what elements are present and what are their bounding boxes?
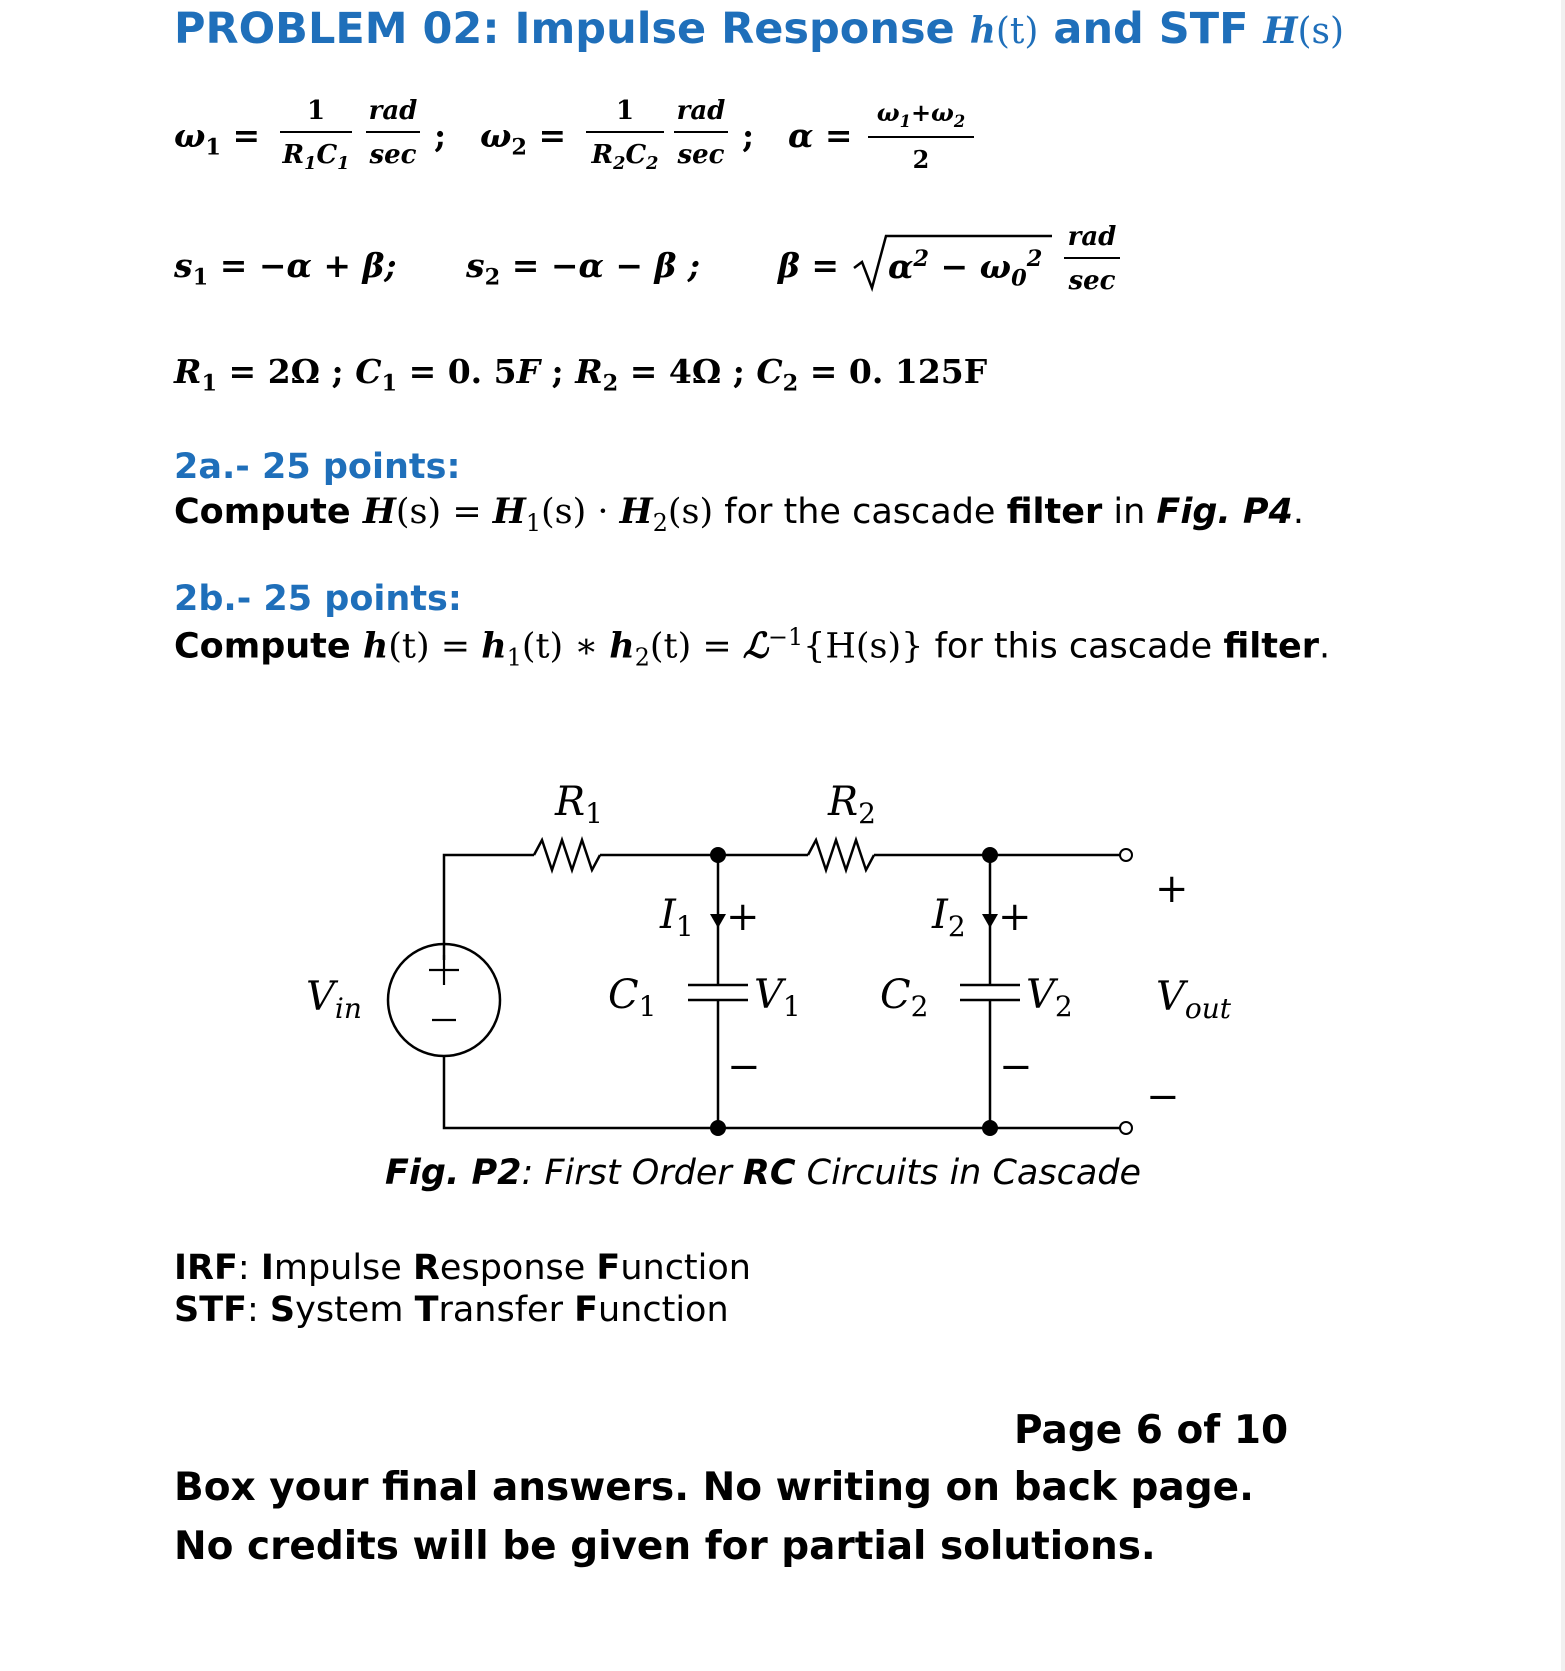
H1-symbol: H [492, 491, 526, 532]
title-prefix: PROBLEM 02: Impulse Response [174, 4, 970, 54]
definition-irf [174, 1248, 751, 1288]
separator: ; [742, 116, 755, 155]
h1-sub: 1 [506, 643, 522, 672]
label-vin: $V_{in}$ [306, 974, 362, 1025]
label-v1: $V_1$ [754, 972, 801, 1023]
label-r1: $R_1$ [555, 779, 603, 830]
title-Hs-arg: (s) [1297, 11, 1345, 52]
beta-lhs: β = [778, 246, 840, 285]
top-wire-left [444, 855, 534, 960]
word-rest: ransfer [438, 1290, 575, 1330]
caption-text-a: : First Order [521, 1153, 743, 1193]
unit-sec: sec [369, 140, 417, 170]
colon: : [247, 1290, 270, 1330]
num-omega2: ω [931, 98, 954, 127]
s2-symbol: s [466, 246, 485, 285]
node-dot [982, 1120, 998, 1136]
letter: S [269, 1290, 296, 1330]
r2-sub: 2 [602, 370, 619, 397]
H2-symbol: H [619, 491, 653, 532]
letter: F [596, 1248, 621, 1288]
num-plus: + [910, 98, 932, 127]
separator: ; [540, 352, 576, 391]
unit-sec: sec [1068, 266, 1116, 296]
part-b-task [174, 623, 1330, 672]
fraction-bar [868, 136, 974, 138]
rc-cascade-circuit [0, 760, 1565, 1150]
label-vout-minus: − [1146, 1074, 1180, 1120]
omega1-numerator: 1 [306, 96, 326, 126]
label-vout-plus: + [1155, 866, 1189, 912]
H-symbol: H [362, 491, 396, 532]
word-rest: ystem [295, 1290, 415, 1330]
H1-sub: 1 [525, 509, 541, 537]
unit-rad: rad [1067, 222, 1117, 252]
omega2-equals: = [527, 116, 567, 155]
title-ht-arg: (t) [995, 11, 1039, 52]
part-b-heading: 2b.- 25 points: [174, 579, 462, 619]
letter: R [412, 1248, 440, 1288]
omega2-fraction [586, 96, 664, 174]
current-arrow-i1 [710, 914, 726, 928]
title-ht: h [969, 10, 996, 52]
c1-unit: F [516, 352, 541, 391]
label-i1: $I_1$ [660, 892, 694, 943]
den-R-sub: 2 [613, 153, 626, 175]
word-rest: unction [598, 1290, 729, 1330]
colon: : [237, 1248, 261, 1288]
compute-word: Compute [174, 626, 363, 667]
t2-arg: (t) = [649, 626, 743, 667]
label-c1: $C_1$ [608, 972, 657, 1023]
omega1-unit [366, 96, 420, 170]
label-c2: $C_2$ [880, 972, 929, 1023]
r2-symbol: R [575, 352, 603, 391]
c1-symbol: C [355, 352, 382, 391]
letter: I [260, 1248, 274, 1288]
irf-abbr: IRF [174, 1248, 238, 1288]
omega1-denominator [280, 140, 352, 174]
num-omega2-sub: 2 [953, 111, 966, 131]
c2-sub: 2 [782, 370, 799, 397]
s-arg: (s) [395, 492, 442, 532]
filter-word: filter [1223, 626, 1319, 667]
omega2-denominator [586, 140, 664, 174]
unit-sec: sec [677, 140, 725, 170]
alpha-fraction [868, 98, 974, 174]
s2-arg: (s) [667, 492, 714, 532]
s1-arg: (s) · [540, 492, 620, 532]
fraction-bar [366, 131, 420, 133]
fraction-bar [586, 131, 664, 133]
problem-title [174, 4, 1344, 54]
t-arg: (t) [388, 626, 430, 667]
alpha-denominator: 2 [912, 144, 930, 174]
output-terminal-bottom [1120, 1122, 1132, 1134]
s2-sub: 2 [484, 264, 501, 291]
omega1-equals: = [221, 116, 261, 155]
component-values [174, 352, 987, 397]
den-C: C [625, 140, 647, 170]
fraction-bar [280, 131, 352, 133]
omega2-sub: 2 [511, 134, 528, 161]
h1-symbol: h [481, 625, 507, 667]
H2-sub: 2 [652, 509, 668, 537]
title-Hs: H [1263, 10, 1298, 52]
fig-reference: Fig. P4 [1156, 492, 1293, 532]
word-rest: esponse [439, 1248, 597, 1288]
num-omega1-sub: 1 [899, 111, 911, 131]
omega1-symbol: ω [174, 116, 206, 155]
caption-fig-label: Fig. P2 [385, 1153, 522, 1193]
radicand-alpha: α [888, 247, 914, 286]
page-number: Page 6 of 10 [1014, 1408, 1289, 1453]
word-rest: unction [620, 1248, 751, 1288]
part-a-label [174, 447, 460, 487]
part-a-heading: 2a.- 25 points: [174, 447, 461, 487]
den-C-sub: 2 [646, 153, 659, 175]
den-R: R [591, 140, 614, 170]
label-v2-plus: + [998, 894, 1032, 940]
c2-symbol: C [756, 352, 783, 391]
resistor-r2 [808, 840, 874, 870]
equals: = [429, 626, 482, 667]
den-R-sub: 1 [304, 153, 317, 175]
footer-instruction-1: Box your final answers. No writing on back page. [174, 1465, 1254, 1510]
alpha-numerator [868, 98, 974, 131]
for-this-text: for this cascade [923, 626, 1224, 667]
s1-equation [174, 246, 397, 291]
omega1-sub: 1 [205, 134, 222, 161]
node-dot [710, 847, 726, 863]
omega2-symbol: ω [480, 116, 512, 155]
den-R: R [282, 140, 305, 170]
part-b-label [174, 579, 462, 619]
compute-word: Compute [174, 492, 363, 532]
label-i2: $I_2$ [932, 892, 966, 943]
output-terminal-top [1120, 849, 1132, 861]
unit-rad: rad [676, 96, 726, 126]
current-arrow-i2 [982, 914, 998, 928]
radicand-omega-sub: 0 [1011, 265, 1027, 292]
definition-stf [174, 1290, 729, 1330]
stf-abbr: STF [174, 1290, 247, 1330]
laplace-symbol: ℒ [742, 625, 769, 667]
letter: T [414, 1290, 439, 1330]
omega2-lhs [480, 116, 566, 161]
unit-rad: rad [368, 96, 418, 126]
omega1-fraction [280, 96, 352, 174]
filter-word: filter [1006, 492, 1103, 532]
caption-text-b: Circuits in Cascade [795, 1153, 1142, 1193]
h-symbol: h [362, 625, 389, 667]
s1-rhs: = −α + β; [208, 246, 397, 285]
r1-sub: 1 [201, 370, 218, 397]
r1-value: = 2Ω ; [217, 352, 356, 391]
word-rest: mpulse [273, 1248, 413, 1288]
t1-arg: (t) ∗ [521, 626, 610, 667]
fraction-bar [674, 131, 728, 133]
period: . [1292, 492, 1305, 532]
beta-unit [1064, 222, 1120, 296]
for-the-text: for the cascade [713, 492, 1007, 532]
in-word: in [1102, 492, 1157, 532]
c1-value: = 0. 5 [397, 352, 517, 391]
omega1-lhs [174, 116, 260, 161]
label-r2: $R_2$ [828, 779, 876, 830]
resistor-r1 [534, 840, 600, 870]
c2-value: = 0. 125F [798, 352, 988, 391]
title-and: and STF [1038, 4, 1264, 54]
label-v1-minus: − [727, 1044, 761, 1090]
omega2-numerator: 1 [615, 96, 635, 126]
num-omega1: ω [876, 98, 900, 127]
laplace-inverse-sup: −1 [768, 623, 804, 651]
radicand-omega-sup: 2 [1026, 246, 1043, 272]
alpha-lhs: α = [788, 116, 853, 155]
omega2-unit [674, 96, 728, 170]
den-C-sub: 1 [337, 153, 350, 175]
r1-symbol: R [174, 352, 202, 391]
den-C: C [316, 140, 338, 170]
node-dot [710, 1120, 726, 1136]
radicand-minus-omega: − ω [929, 247, 1012, 286]
equals: = [441, 492, 493, 532]
period: . [1318, 626, 1331, 667]
figure-caption [385, 1153, 1141, 1193]
laplace-argument: {H(s)} [803, 626, 924, 667]
node-dot [982, 847, 998, 863]
c1-sub: 1 [381, 370, 398, 397]
h2-symbol: h [609, 625, 635, 667]
sqrt-radicand [888, 246, 1042, 292]
s1-symbol: s [174, 246, 193, 285]
s1-sub: 1 [192, 264, 209, 291]
fraction-bar [1064, 257, 1120, 259]
label-v1-plus: + [726, 894, 760, 940]
h2-sub: 2 [634, 643, 650, 672]
part-a-task [174, 491, 1304, 537]
label-v2: $V_2$ [1026, 972, 1073, 1023]
caption-rc: RC [742, 1153, 796, 1193]
label-vout: $V_{out}$ [1156, 974, 1232, 1025]
footer-instruction-2: No credits will be given for partial solutions. [174, 1524, 1156, 1569]
s2-rhs: = −α − β ; [500, 246, 701, 285]
letter: F [574, 1290, 598, 1330]
radicand-alpha-sup: 2 [913, 246, 930, 272]
separator: ; [434, 116, 447, 155]
label-v2-minus: − [999, 1044, 1033, 1090]
r2-value: = 4Ω ; [618, 352, 757, 391]
s2-equation [466, 246, 700, 291]
